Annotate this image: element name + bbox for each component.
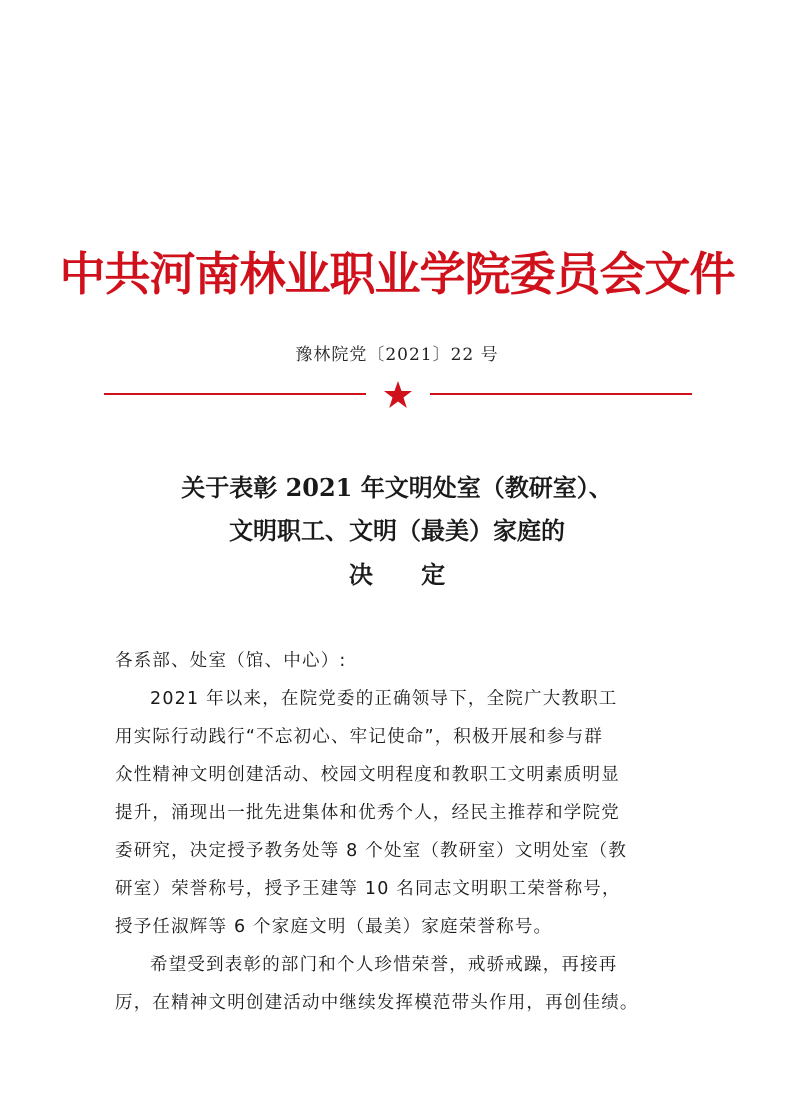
document-title-line-1: 关于表彰 2021 年文明处室（教研室）、: [181, 473, 613, 502]
divider-line-left: [104, 393, 366, 395]
masthead-title: 中共河南林业职业学院委员会文件: [59, 247, 735, 301]
paragraph-line: 提升，涌现出一批先进集体和优秀个人，经民主推荐和学院党: [115, 803, 620, 823]
paragraph-line: 用实际行动践行“不忘初心、牢记使命”，积极开展和参与群: [115, 727, 604, 747]
red-divider: [104, 380, 692, 410]
paragraph-line: 众性精神文明创建活动、校园文明程度和教职工文明素质明显: [115, 765, 620, 785]
paragraph-line: 授予任淑辉等 6 个家庭文明（最美）家庭荣誉称号。: [115, 917, 553, 937]
paragraph-line: 2021 年以来，在院党委的正确领导下，全院广大教职工: [150, 689, 618, 709]
star-icon: [383, 380, 413, 410]
paragraph-line: 研室）荣誉称号，授予王建等 10 名同志文明职工荣誉称号，: [115, 879, 621, 899]
paragraph-line: 委研究，决定授予教务处等 8 个处室（教研室）文明处室（教: [115, 841, 628, 861]
salutation: 各系部、处室（馆、中心）:: [115, 651, 347, 671]
document-title-line-2: 文明职工、文明（最美）家庭的: [229, 516, 565, 545]
paragraph-1: [115, 680, 695, 946]
paragraph-line: 厉，在精神文明创建活动中继续发挥模范带头作用，再创佳绩。: [115, 993, 639, 1013]
document-number: 豫林院党〔2021〕22 号: [295, 345, 499, 365]
paragraph-line: 希望受到表彰的部门和个人珍惜荣誉，戒骄戒躁，再接再: [150, 955, 618, 975]
divider-line-right: [430, 393, 692, 395]
document-title-line-3: 决 定: [348, 560, 466, 589]
paragraph-2: [115, 946, 695, 1022]
